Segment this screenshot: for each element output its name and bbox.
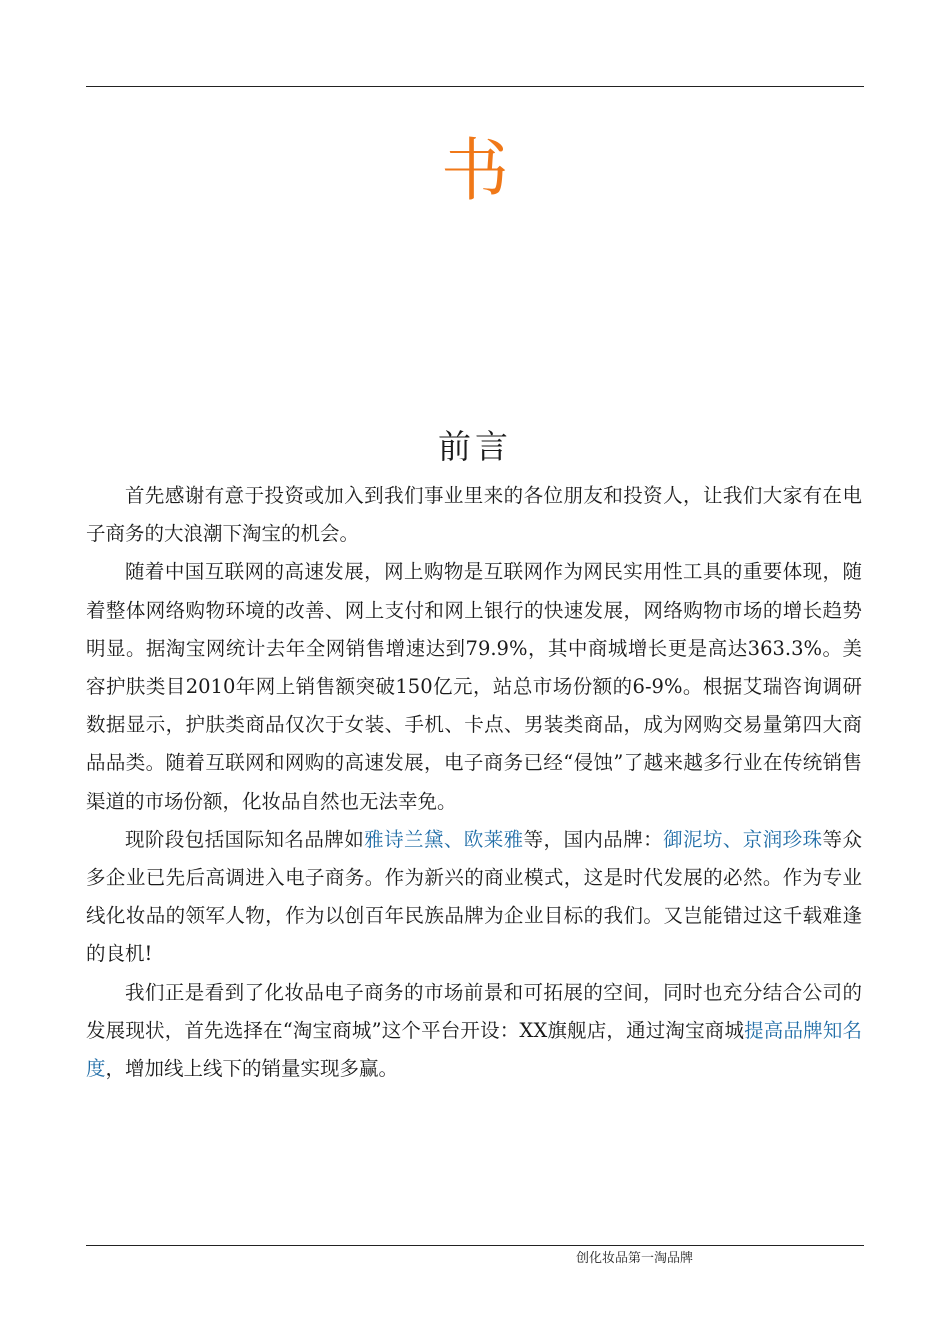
page-title: 前言 bbox=[438, 427, 512, 466]
footer-text: 创化妆品第一淘品牌 bbox=[576, 1251, 694, 1266]
paragraph-4-text-b: ，增加线上线下的销量实现多赢。 bbox=[105, 1057, 399, 1081]
paragraph-3-text-c: 等众多企业已先后高调进入电子商务。作为新兴的商业模式，这是时代发展的必然。作为专业线化妆品的领军人物，作为以创百年民族品牌为企业目标的我们。又岂能错过这千载难逢的良机! bbox=[86, 827, 862, 966]
paragraph-4 bbox=[86, 974, 862, 1089]
brand-awareness-link[interactable]: 提高品牌知名度 bbox=[86, 1018, 862, 1081]
paragraph-2: 随着中国互联网的高速发展，网上购物是互联网作为网民实用性工具的重要体现，随着整体网络购物环境的改善、网上支付和网上银行的快速发展，网络购物市场的增长趋势明显。据淘宝网统计去年全网销售增速达到79.9%，其中商城增长更是高达363.3%。美容护肤类目2010年网上销售额突破150亿元，站总市场份额的6-9%。根据艾瑞咨询调研数据显示，护肤类商品仅次于女装、手机、卡点、男装类商品，成为网购交易量第四大商品品类。随着互联网和网购的高速发展，电子商务已经“侵蚀”了越来越多行业在传统销售渠道的市场份额，化妆品自然也无法幸免。 bbox=[86, 560, 862, 813]
paragraph-3 bbox=[86, 821, 862, 974]
brand-link-domestic[interactable]: 御泥坊、京润珍珠 bbox=[663, 827, 823, 851]
paragraph-3-text-b: 等，国内品牌： bbox=[523, 827, 664, 851]
header-rule bbox=[86, 86, 864, 87]
paragraph-1: 首先感谢有意于投资或加入到我们事业里来的各位朋友和投资人，让我们大家有在电子商务的大浪潮下淘宝的机会。 bbox=[86, 484, 862, 546]
body-text bbox=[86, 477, 862, 1088]
brand-link-international[interactable]: 雅诗兰黛、欧莱雅 bbox=[364, 827, 524, 851]
paragraph-3-text-a: 现阶段包括国际知名品牌如 bbox=[125, 827, 365, 851]
paragraph-4-text-a: 我们正是看到了化妆品电子商务的市场前景和可拓展的空间，同时也充分结合公司的发展现状，首先选择在“淘宝商城”这个平台开设：XX旗舰店，通过淘宝商城 bbox=[86, 980, 862, 1042]
header-big-character: 书 bbox=[440, 132, 509, 211]
footer-rule bbox=[86, 1245, 864, 1246]
